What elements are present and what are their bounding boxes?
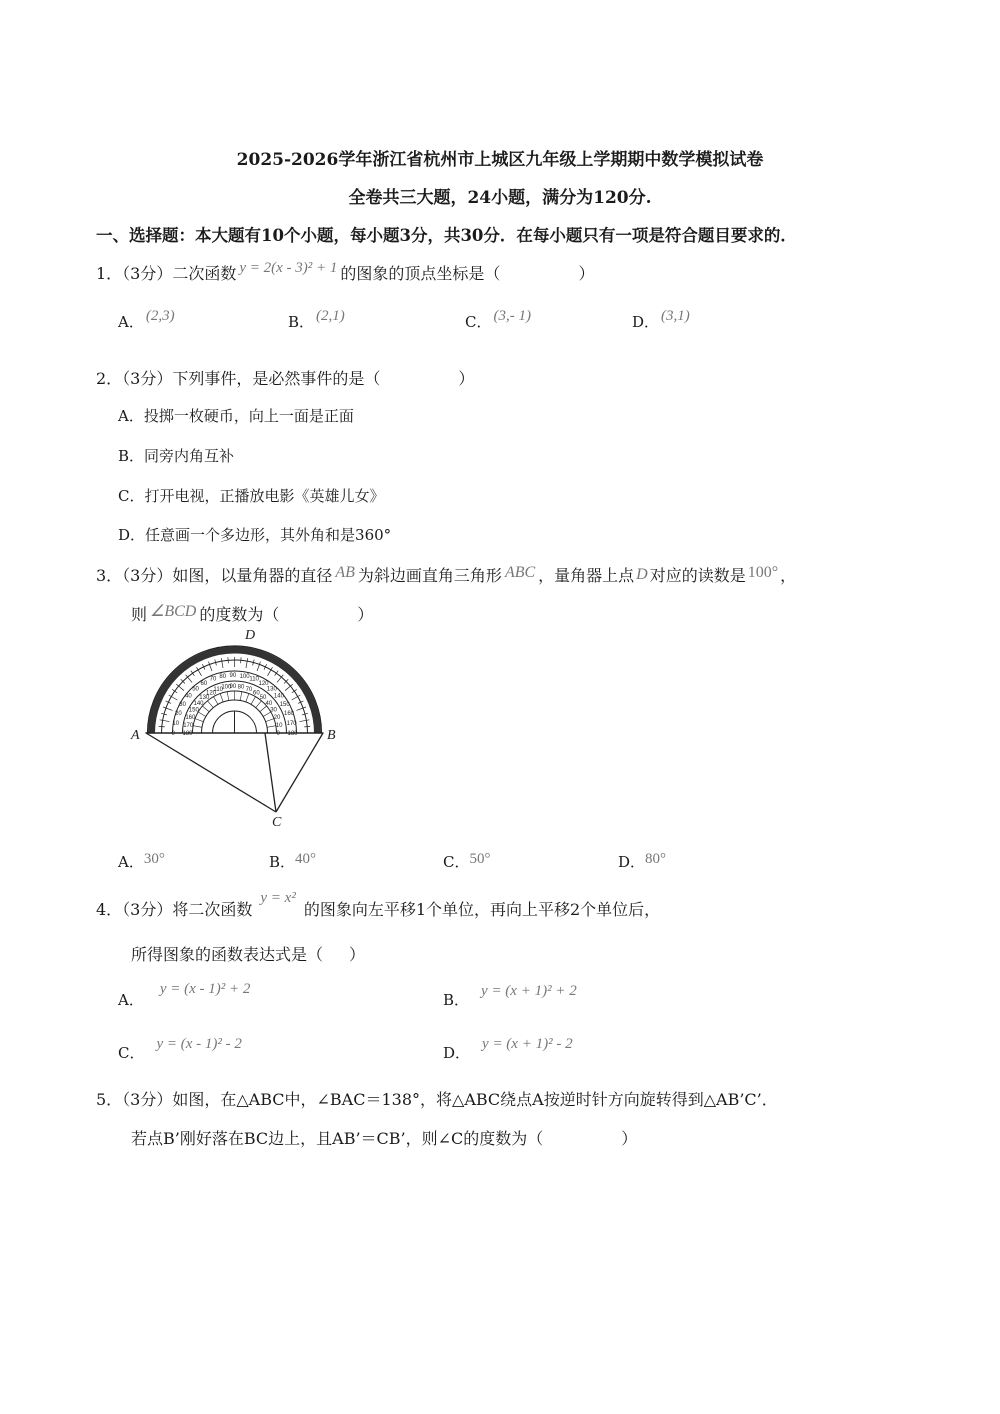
section-heading: 一、选择题：本大题有10个小题，每小题3分，共30分．在每小题只有一项是符合题目要求的．: [96, 226, 797, 245]
question-3-option-b[interactable]: [269, 851, 316, 872]
question-3-part: 3．（3分）如图，以量角器的直径: [96, 566, 333, 585]
question-1-option-a[interactable]: [118, 308, 175, 332]
option-value: 30°: [143, 851, 165, 867]
question-3-part: ，量角器上点: [538, 566, 635, 585]
question-4-option-c[interactable]: [118, 1036, 242, 1063]
svg-text:60: 60: [200, 680, 208, 687]
question-4-part: 的图象向左平移1个单位，再向上平移2个单位后，: [303, 900, 661, 919]
svg-text:150: 150: [279, 702, 290, 708]
question-3-line2: [131, 602, 373, 625]
option-value: y = (x + 1)² - 2: [482, 1036, 573, 1052]
option-value: (3,1): [661, 308, 690, 324]
option-label: D．: [632, 313, 660, 331]
option-label: A．: [118, 991, 144, 1009]
segment-cd: [265, 733, 276, 812]
math-100deg: 100°: [747, 564, 779, 581]
svg-text:140: 140: [193, 700, 204, 707]
segment-ac: [146, 733, 276, 812]
option-value: 40°: [295, 851, 317, 867]
svg-text:160: 160: [284, 711, 295, 718]
option-value: y = (x - 1)² - 2: [156, 1036, 242, 1052]
question-3-part: 则: [131, 605, 148, 624]
page-subtitle: 全卷共三大题，24小题，满分为120分.: [348, 188, 652, 208]
svg-text:50: 50: [259, 694, 267, 701]
option-label: A．: [118, 853, 144, 871]
question-1-stem: [96, 261, 594, 284]
svg-text:180: 180: [287, 731, 298, 737]
svg-text:60: 60: [253, 690, 260, 697]
protractor-drawing: [146, 646, 324, 737]
question-5-part: 若点B’刚好落在BC边上，且AB’＝CB’，则∠C的度数为（: [131, 1129, 544, 1148]
option-value: (3,- 1): [493, 308, 531, 324]
question-4-option-b[interactable]: [443, 983, 577, 1010]
question-1-prefix: 1．（3分）二次函数: [96, 264, 237, 283]
math-d: D: [636, 566, 648, 583]
svg-text:110: 110: [213, 686, 224, 693]
option-value: 80°: [645, 851, 667, 867]
option-label: C．: [443, 853, 470, 871]
svg-text:100: 100: [239, 673, 250, 680]
svg-text:30: 30: [179, 702, 186, 708]
math-ab: AB: [335, 564, 355, 581]
question-2-option-d[interactable]: D．任意画一个多边形，其外角和是360°: [118, 526, 392, 544]
question-1-option-b[interactable]: [288, 308, 345, 332]
question-5-line2: [131, 1126, 637, 1149]
question-2-text: 2．（3分）下列事件，是必然事件的是（: [96, 369, 381, 388]
svg-text:20: 20: [174, 711, 182, 718]
svg-text:120: 120: [206, 690, 217, 697]
option-label: B．: [443, 991, 470, 1009]
question-3-part: 的度数为（: [199, 605, 280, 624]
question-4-close: ）: [349, 945, 366, 964]
option-value: (2,1): [316, 308, 345, 324]
question-1-close: ）: [578, 264, 595, 283]
svg-text:80: 80: [237, 684, 245, 691]
question-2-option-c[interactable]: C．打开电视，正播放电影《英雄儿女》: [118, 487, 385, 505]
question-5-close: ）: [621, 1129, 638, 1148]
svg-text:90: 90: [229, 673, 237, 679]
segment-bc: [276, 733, 323, 812]
question-1-option-d[interactable]: [632, 308, 690, 332]
option-label: C．: [465, 313, 492, 331]
math-abc: ABC: [504, 564, 536, 581]
svg-text:140: 140: [273, 693, 284, 700]
question-1-option-c[interactable]: [465, 308, 531, 332]
option-label: C．: [118, 1044, 145, 1062]
svg-text:10: 10: [275, 722, 283, 729]
svg-text:170: 170: [183, 722, 194, 729]
question-3-part: 对应的读数是: [649, 566, 746, 585]
svg-text:130: 130: [199, 694, 210, 701]
svg-text:20: 20: [273, 714, 281, 721]
svg-text:120: 120: [258, 680, 269, 687]
svg-text:70: 70: [245, 686, 253, 693]
svg-text:130: 130: [266, 686, 277, 693]
question-4-option-d[interactable]: [443, 1036, 573, 1063]
svg-text:90: 90: [229, 684, 237, 690]
question-2-option-a[interactable]: A．投掷一枚硬币，向上一面是正面: [118, 407, 354, 425]
question-4-part: 4．（3分）将二次函数: [96, 900, 253, 919]
svg-text:160: 160: [185, 714, 196, 721]
svg-text:40: 40: [265, 700, 273, 707]
math-angle-bcd: ∠BCD: [150, 603, 197, 620]
label-a: A: [131, 728, 140, 743]
question-2-option-b[interactable]: B．同旁内角互补: [118, 447, 235, 465]
question-4-stem: [96, 890, 661, 920]
question-3-part: 为斜边画直角三角形: [357, 566, 502, 585]
question-1-formula: y = 2(x - 3)² + 1: [239, 260, 338, 276]
svg-text:150: 150: [188, 707, 199, 714]
svg-text:180: 180: [182, 731, 193, 737]
option-value: y = (x + 1)² + 2: [481, 983, 577, 999]
svg-text:170: 170: [286, 720, 297, 727]
label-b: B: [327, 728, 336, 743]
question-3-option-a[interactable]: [118, 851, 165, 872]
svg-text:110: 110: [249, 676, 259, 683]
option-label: D．: [443, 1044, 471, 1062]
question-3-close: ）: [357, 605, 374, 624]
option-value: (2,3): [145, 308, 175, 324]
label-c: C: [272, 815, 282, 830]
protractor-figure: [125, 625, 350, 835]
option-value: 50°: [469, 851, 491, 867]
page-title: 2025-2026学年浙江省杭州市上城区九年级上学期期中数学模拟试卷: [236, 150, 764, 170]
question-4-formula: y = x²: [260, 890, 296, 906]
svg-text:100: 100: [221, 684, 232, 691]
question-3-option-d[interactable]: [618, 851, 666, 872]
question-3-stem: [96, 563, 796, 586]
svg-text:0: 0: [276, 731, 280, 737]
question-3-option-c[interactable]: [443, 851, 490, 872]
question-4-line2: [131, 942, 365, 965]
question-4-part: 所得图象的函数表达式是（: [131, 945, 324, 964]
label-d: D: [245, 628, 256, 643]
question-1-suffix: 的图象的顶点坐标是（: [340, 264, 501, 283]
question-2-close: ）: [458, 369, 475, 388]
svg-text:0: 0: [171, 731, 175, 737]
svg-text:10: 10: [172, 720, 180, 727]
option-label: B．: [269, 853, 296, 871]
svg-text:70: 70: [209, 676, 217, 683]
svg-text:80: 80: [219, 673, 227, 680]
svg-text:30: 30: [270, 707, 277, 714]
question-2-stem: [96, 366, 474, 389]
question-5-line1: 5．（3分）如图，在△ABC中，∠BAC＝138°，将△ABC绕点A按逆时针方向旋转得到△AB’C’．: [96, 1090, 778, 1109]
svg-text:50: 50: [192, 686, 199, 693]
question-3-part: ，: [780, 566, 797, 585]
option-label: D．: [618, 853, 646, 871]
svg-text:40: 40: [185, 693, 192, 700]
option-label: A．: [118, 313, 144, 331]
option-value: y = (x - 1)² + 2: [159, 981, 251, 997]
option-label: B．: [288, 313, 315, 331]
question-4-option-a[interactable]: [118, 981, 251, 1010]
